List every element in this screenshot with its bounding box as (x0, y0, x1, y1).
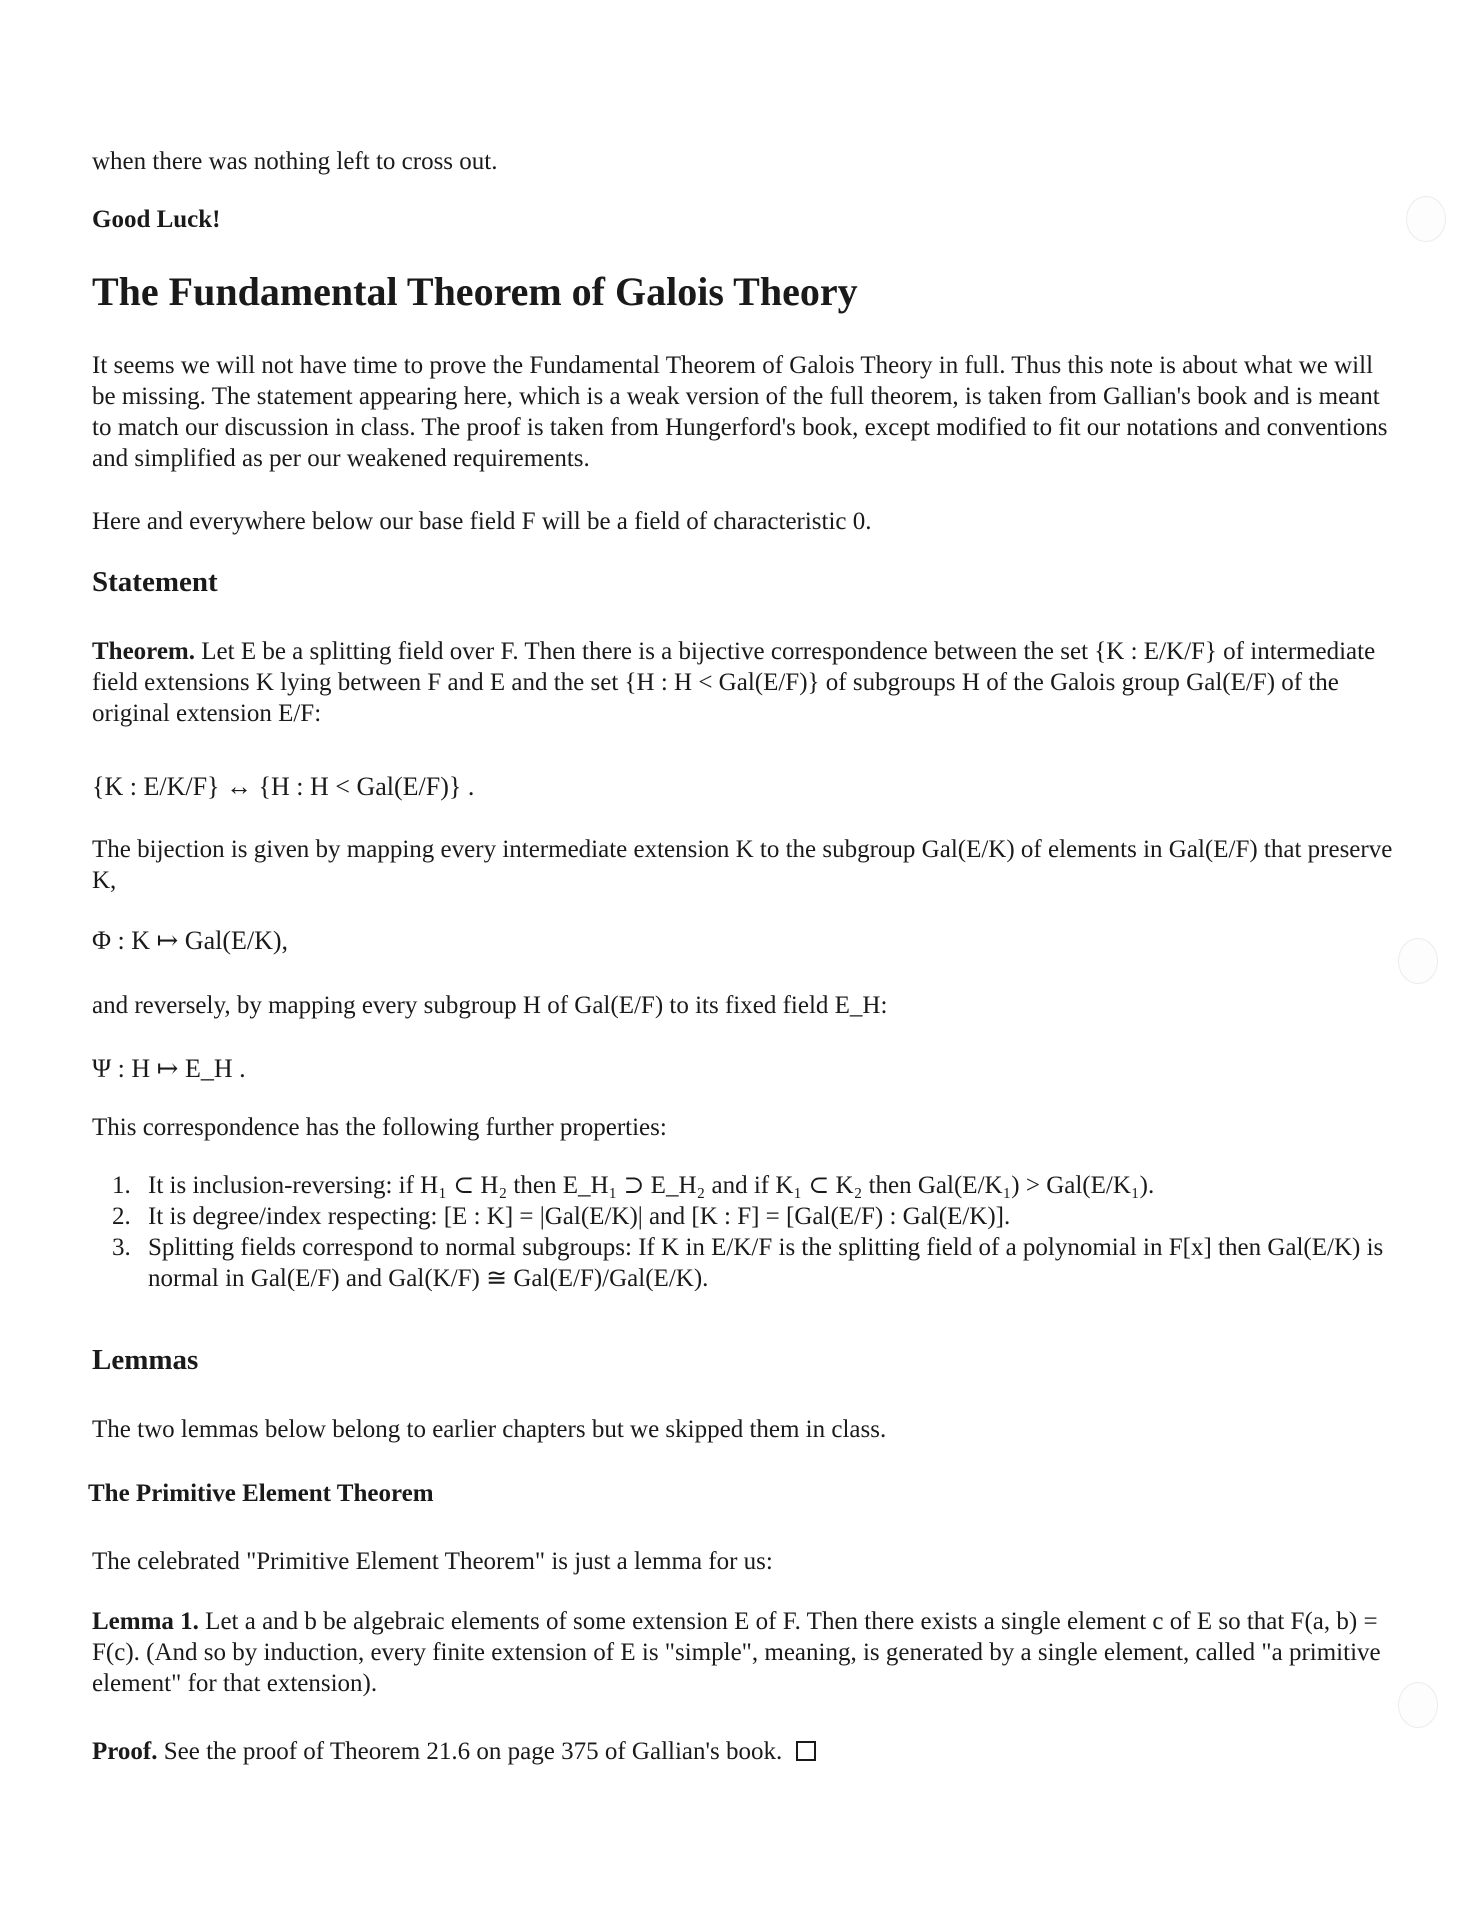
pet-intro: The celebrated "Primitive Element Theorem" is just a lemma for us: (92, 1548, 773, 1575)
lemmas-heading: Lemmas (92, 1344, 199, 1376)
page-title: The Fundamental Theorem of Galois Theory (92, 269, 858, 314)
intro-paragraph: It seems we will not have time to prove the Fundamental Theorem of Galois Theory in full. Thus this note is about what we will be missing. The statement appearing here, which is a weak version of the full theorem, is taken from Gallian's book and is meant to match our discussion in class. The proof is taken from Hungerford's book, except modified to fit our notations and conventions and simplified as per our weakened requirements. (92, 352, 1388, 472)
punch-hole-mark (1406, 196, 1446, 242)
correspondence-display: {K : E/K/F} ↔ {H : H < Gal(E/F)} . (92, 772, 475, 801)
intro-tail-text: when there was nothing left to cross out. (92, 148, 498, 175)
good-luck-text: Good Luck! (92, 206, 221, 233)
pet-heading: The Primitive Element Theorem (88, 1480, 434, 1507)
base-field-sentence: Here and everywhere below our base field F will be a field of characteristic 0. (92, 508, 872, 535)
theorem-label: Theorem. (92, 638, 195, 665)
punch-hole-mark (1398, 938, 1438, 984)
list-item: 2. It is degree/index respecting: [E : K] = |Gal(E/K)| and [K : F] = [Gal(E/F) : Gal(E/K)]. (112, 1203, 1011, 1230)
lemma1-label: Lemma 1. (92, 1608, 199, 1635)
punch-hole-mark (1398, 1682, 1438, 1728)
proof-paragraph (92, 1736, 1402, 1767)
statement-heading: Statement (92, 566, 218, 598)
qed-icon (796, 1741, 816, 1761)
list-item: 1. It is inclusion-reversing: if H₁ ⊂ H₂ then E_H₁ ⊃ E_H₂ and if K₁ ⊂ K₂ then Gal(E/K₁) > Gal(E/K₁). (112, 1172, 1155, 1199)
proof-text: See the proof of Theorem 21.6 on page 375 of Gallian's book. (163, 1738, 783, 1765)
theorem-text: Let E be a splitting field over F. Then there is a bijective correspondence between the set {K : E/K/F} of intermediate field extensions K lying between F and E and the set {H : H < Gal(E/F)} of subgroups H of the Galois group Gal(E/F) of the original extension E/F: (92, 638, 1376, 727)
lemmas-intro: The two lemmas below belong to earlier chapters but we skipped them in class. (92, 1416, 887, 1443)
phi-map-display: Φ : K ↦ Gal(E/K), (92, 926, 289, 955)
list-item: 3. Splitting fields correspond to normal subgroups: If K in E/K/F is the splitting field of a polynomial in F[x] then Gal(E/K) is normal in Gal(E/F) and Gal(K/F) ≅ Gal(E/F)/Gal(E/K). (112, 1234, 1384, 1292)
psi-map-display: Ψ : H ↦ E_H . (92, 1054, 246, 1083)
properties-intro: This correspondence has the following further properties: (92, 1114, 667, 1141)
theorem-paragraph (92, 636, 1402, 729)
bijection-paragraph: The bijection is given by mapping every intermediate extension K to the subgroup Gal(E/K) of elements in Gal(E/F) that preserve K, (92, 836, 1393, 894)
proof-label: Proof. (92, 1738, 158, 1765)
lemma1-text: Let a and b be algebraic elements of some extension E of F. Then there exists a single element c of E so that F(a, b) = F(c). (And so by induction, every finite extension of E is "simple", meaning, is generated by a single element, called "a primitive element" for that extension). (92, 1608, 1381, 1697)
reverse-paragraph: and reversely, by mapping every subgroup H of Gal(E/F) to its fixed field E_H: (92, 992, 888, 1019)
properties-list (112, 1170, 1402, 1294)
lemma1-paragraph (92, 1606, 1402, 1699)
